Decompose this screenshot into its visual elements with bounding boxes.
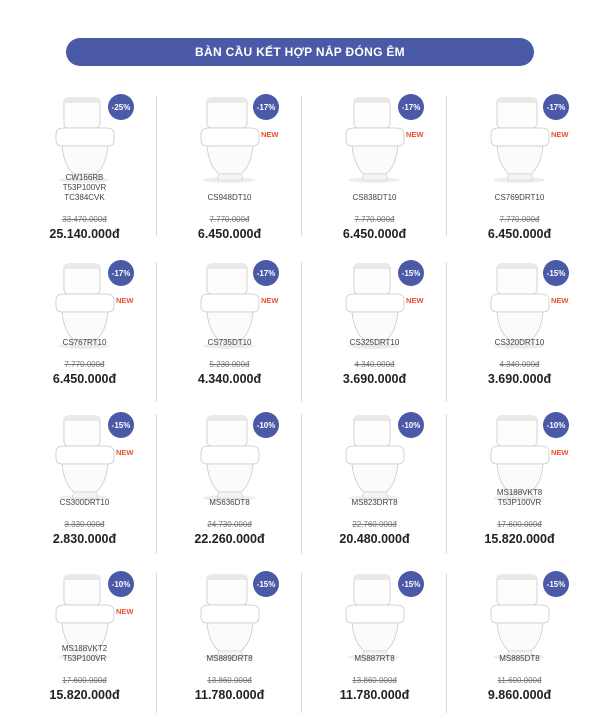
discount-badge: -15% [108, 412, 134, 438]
original-price: 5.230.000đ [209, 360, 250, 369]
product-card[interactable] [157, 408, 302, 568]
new-label: NEW [551, 448, 569, 457]
discount-badge: -17% [253, 94, 279, 120]
product-grid [12, 90, 592, 725]
product-card[interactable] [12, 408, 157, 568]
discount-badge: -17% [253, 260, 279, 286]
product-code-line: T53P100VR [62, 183, 107, 192]
product-card[interactable] [302, 567, 447, 727]
original-price: 17.600.000đ [497, 520, 542, 529]
sale-price: 25.140.000đ [49, 227, 120, 241]
sale-price: 3.690.000đ [487, 372, 552, 386]
product-card[interactable] [447, 567, 592, 727]
product-code [302, 654, 447, 664]
product-card[interactable] [157, 256, 302, 416]
product-code [157, 338, 302, 348]
discount-badge: -10% [253, 412, 279, 438]
discount-badge: -15% [543, 571, 569, 597]
product-code-line: MS188VKT2 [61, 644, 108, 653]
product-code-line: CS838DT10 [352, 193, 397, 202]
product-code-line: MS885DT8 [499, 654, 540, 663]
product-code [302, 193, 447, 203]
discount-badge: -15% [398, 571, 424, 597]
new-label: NEW [551, 296, 569, 305]
sale-price: 6.450.000đ [197, 227, 262, 241]
sale-price: 11.780.000đ [339, 688, 410, 702]
new-label: NEW [261, 296, 279, 305]
product-code [157, 498, 302, 508]
new-label: NEW [406, 296, 424, 305]
sale-price: 4.340.000đ [197, 372, 262, 386]
product-code-line: MS636DT8 [209, 498, 250, 507]
original-price: 7.770.000đ [499, 215, 540, 224]
new-label: NEW [116, 296, 134, 305]
product-card[interactable] [302, 408, 447, 568]
sale-price: 15.820.000đ [49, 688, 120, 702]
original-price: 13.860.000đ [207, 676, 252, 685]
product-code-line: CS767RT10 [62, 338, 107, 347]
original-price: 13.860.000đ [352, 676, 397, 685]
product-card[interactable] [12, 567, 157, 727]
original-price: 22.760.000đ [352, 520, 397, 529]
original-price: 3.330.000đ [64, 520, 105, 529]
sale-price: 22.260.000đ [194, 532, 265, 546]
product-card[interactable] [157, 567, 302, 727]
product-card[interactable] [12, 256, 157, 416]
original-price: 17.600.000đ [62, 676, 107, 685]
sale-price: 6.450.000đ [487, 227, 552, 241]
product-code-line: CS325DRT10 [349, 338, 400, 347]
product-code-line: CS300DRT10 [59, 498, 110, 507]
sale-price: 6.450.000đ [52, 372, 117, 386]
product-code [447, 338, 592, 348]
sale-price: 9.860.000đ [487, 688, 552, 702]
original-price: 4.340.000đ [499, 360, 540, 369]
discount-badge: -10% [543, 412, 569, 438]
product-code [12, 173, 157, 203]
product-code-line: MS823DRT8 [351, 498, 398, 507]
original-price: 7.770.000đ [209, 215, 250, 224]
product-code-line: TC384CVK [64, 193, 105, 202]
product-code-line: CW166RB [65, 173, 104, 182]
product-code [447, 488, 592, 508]
product-code-line: T53P100VR [62, 654, 107, 663]
sale-price: 11.780.000đ [194, 688, 265, 702]
original-price: 7.770.000đ [64, 360, 105, 369]
sale-price: 2.830.000đ [52, 532, 117, 546]
discount-badge: -15% [398, 260, 424, 286]
product-code-line: CS948DT10 [207, 193, 252, 202]
product-code-line: MS889DRT8 [206, 654, 253, 663]
product-card[interactable] [447, 256, 592, 416]
product-code [447, 654, 592, 664]
section-title: BÀN CẦU KẾT HỢP NẮP ĐÓNG ÊM [66, 38, 534, 66]
original-price: 33.470.000đ [62, 215, 107, 224]
discount-badge: -17% [398, 94, 424, 120]
product-code-line: CS735DT10 [207, 338, 252, 347]
product-code [157, 193, 302, 203]
product-card[interactable] [302, 256, 447, 416]
product-code [302, 338, 447, 348]
product-code [12, 338, 157, 348]
discount-badge: -15% [543, 260, 569, 286]
product-code [12, 644, 157, 664]
product-code [157, 654, 302, 664]
product-code-line: T53P100VR [497, 498, 542, 507]
product-card[interactable] [447, 408, 592, 568]
product-card[interactable] [12, 90, 157, 250]
discount-badge: -10% [108, 571, 134, 597]
original-price: 24.730.000đ [207, 520, 252, 529]
discount-badge: -17% [543, 94, 569, 120]
product-card[interactable] [157, 90, 302, 250]
product-code-line: CS769DRT10 [494, 193, 545, 202]
product-card[interactable] [302, 90, 447, 250]
product-card[interactable] [447, 90, 592, 250]
new-label: NEW [116, 448, 134, 457]
discount-badge: -17% [108, 260, 134, 286]
new-label: NEW [116, 607, 134, 616]
sale-price: 15.820.000đ [484, 532, 555, 546]
sale-price: 3.690.000đ [342, 372, 407, 386]
sale-price: 6.450.000đ [342, 227, 407, 241]
new-label: NEW [406, 130, 424, 139]
original-price: 4.340.000đ [354, 360, 395, 369]
product-code [12, 498, 157, 508]
product-code-line: MS188VKT8 [496, 488, 543, 497]
product-code-line: CS320DRT10 [494, 338, 545, 347]
discount-badge: -10% [398, 412, 424, 438]
new-label: NEW [261, 130, 279, 139]
product-code [447, 193, 592, 203]
product-code-line: MS887RT8 [354, 654, 395, 663]
new-label: NEW [551, 130, 569, 139]
original-price: 11.600.000đ [497, 676, 542, 685]
product-code [302, 498, 447, 508]
sale-price: 20.480.000đ [339, 532, 410, 546]
original-price: 7.770.000đ [354, 215, 395, 224]
discount-badge: -25% [108, 94, 134, 120]
discount-badge: -15% [253, 571, 279, 597]
